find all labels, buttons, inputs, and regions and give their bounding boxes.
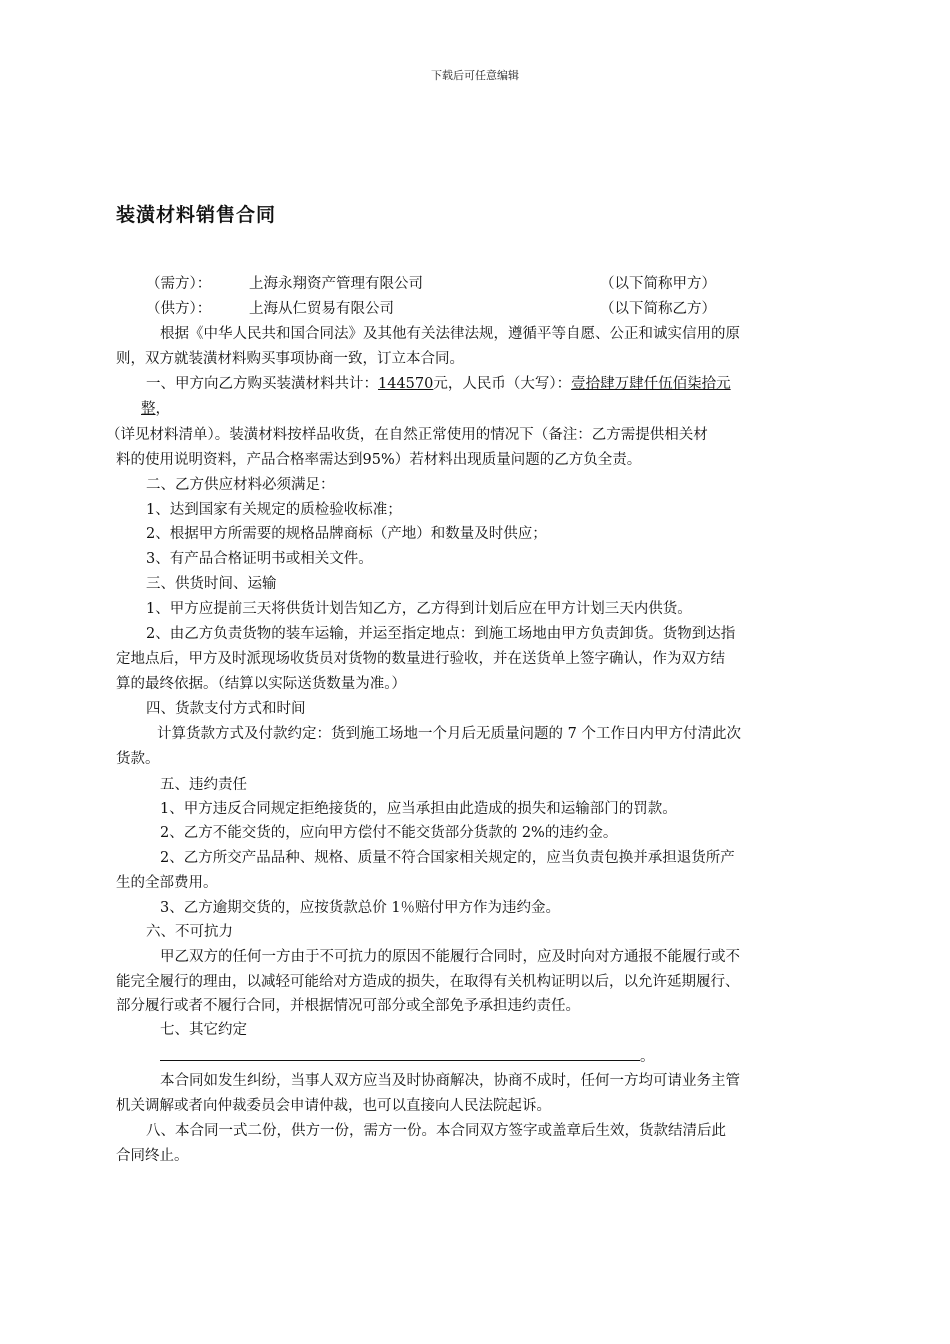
clause1-comma: ，: [155, 401, 170, 417]
dispute-line: 机关调解或者向仲裁委员会申请仲裁，也可以直接向人民法院起诉。: [116, 1098, 551, 1114]
buyer-role: （需方）：: [146, 276, 212, 292]
header-note: 下载后可任意编辑: [431, 69, 519, 82]
contract-amount-words: 壹拾肆万肆仟伍佰柒拾元: [571, 376, 731, 392]
clause6-heading: 六、不可抗力: [146, 924, 233, 940]
clause5-heading: 五、违约责任: [160, 777, 247, 793]
clause2-heading: 二、乙方供应材料必须满足：: [146, 477, 335, 493]
clause6-line: 能完全履行的理由，以减轻可能给对方造成的损失，在取得有关机构证明以后，以允许延期履行、: [116, 974, 740, 990]
clause3-item: 定地点后，甲方及时派现场收货员对货物的数量进行验收，并在送货单上签字确认，作为双方结: [116, 651, 725, 667]
clause5-item: 1、甲方违反合同规定拒绝接货的，应当承担由此造成的损失和运输部门的罚款。: [160, 801, 677, 817]
seller-alias: （以下简称乙方）: [600, 301, 716, 317]
clause8-line: 八、本合同一式二份，供方一份，需方一份。本合同双方签字或盖章后生效，货款结清后此: [146, 1123, 726, 1139]
clause3-item: 1、甲方应提前三天将供货计划告知乙方，乙方得到计划后应在甲方计划三天内供货。: [146, 601, 692, 617]
clause1-line: [141, 400, 170, 418]
clause3-item: 算的最终依据。（结算以实际送货数量为准。）: [116, 676, 406, 692]
buyer-alias: （以下简称甲方）: [600, 276, 716, 292]
clause5-item: 生的全部费用。: [116, 875, 218, 891]
buyer-name: 上海永翔资产管理有限公司: [249, 276, 423, 292]
clause5-item: 2、乙方所交产品品种、规格、质量不符合国家相关规定的，应当负责包换并承担退货所产: [160, 850, 735, 866]
seller-role: （供方）：: [146, 301, 212, 317]
contract-amount-words-end: 整: [141, 401, 156, 417]
clause1-mid: 元，人民币（大写）：: [433, 376, 572, 392]
preamble-line: 则，双方就装潢材料购买事项协商一致，订立本合同。: [116, 351, 464, 367]
clause6-line: 甲乙双方的任何一方由于不可抗力的原因不能履行合同时，应及时向对方通报不能履行或不: [160, 949, 740, 965]
clause4-line: 货款。: [116, 751, 160, 767]
clause1-line: （详见材料清单）。装潢材料按样品收货，在自然正常使用的情况下（备注：乙方需提供相关材: [106, 427, 708, 443]
clause2-item: 2、根据甲方所需要的规格品牌商标（产地）和数量及时供应；: [146, 526, 547, 542]
clause6-line: 部分履行或者不履行合同，并根据情况可部分或全部免予承担违约责任。: [116, 998, 580, 1014]
clause1-line: 料的使用说明资料，产品合格率需达到95%）若材料出现质量问题的乙方负全责。: [116, 452, 642, 468]
preamble-line: 根据《中华人民共和国合同法》及其他有关法律法规，遵循平等自愿、公正和诚实信用的原: [160, 326, 740, 342]
clause3-heading: 三、供货时间、运输: [146, 576, 277, 592]
contract-amount: 144570: [378, 376, 434, 392]
dispute-line: 本合同如发生纠纷，当事人双方应当及时协商解决，协商不成时，任何一方均可请业务主管: [160, 1073, 740, 1089]
clause1-line: [146, 375, 731, 393]
clause4-line: 计算货款方式及付款约定：货到施工场地一个月后无质量问题的 7 个工作日内甲方付清此次: [157, 726, 741, 742]
clause5-item: 3、乙方逾期交货的，应按货款总价 1％赔付甲方作为违约金。: [160, 900, 561, 916]
clause4-heading: 四、货款支付方式和时间: [146, 701, 306, 717]
blank-line-end-mark: 。: [640, 1049, 655, 1065]
clause2-item: 3、有产品合格证明书或相关文件。: [146, 551, 373, 567]
other-terms-blank-line: [160, 1060, 640, 1061]
document-title: 装潢材料销售合同: [116, 204, 277, 226]
clause7-heading: 七、其它约定: [160, 1022, 247, 1038]
clause1-prefix: 一、甲方向乙方购买装潢材料共计：: [146, 376, 378, 392]
clause3-item: 2、由乙方负责货物的装车运输，并运至指定地点：到施工场地由甲方负责卸货。货物到达指: [146, 626, 736, 642]
seller-name: 上海从仁贸易有限公司: [249, 301, 394, 317]
clause2-item: 1、达到国家有关规定的质检验收标准；: [146, 502, 402, 518]
clause8-line: 合同终止。: [116, 1148, 189, 1164]
clause5-item: 2、乙方不能交货的，应向甲方偿付不能交货部分货款的 2%的违约金。: [160, 825, 618, 841]
